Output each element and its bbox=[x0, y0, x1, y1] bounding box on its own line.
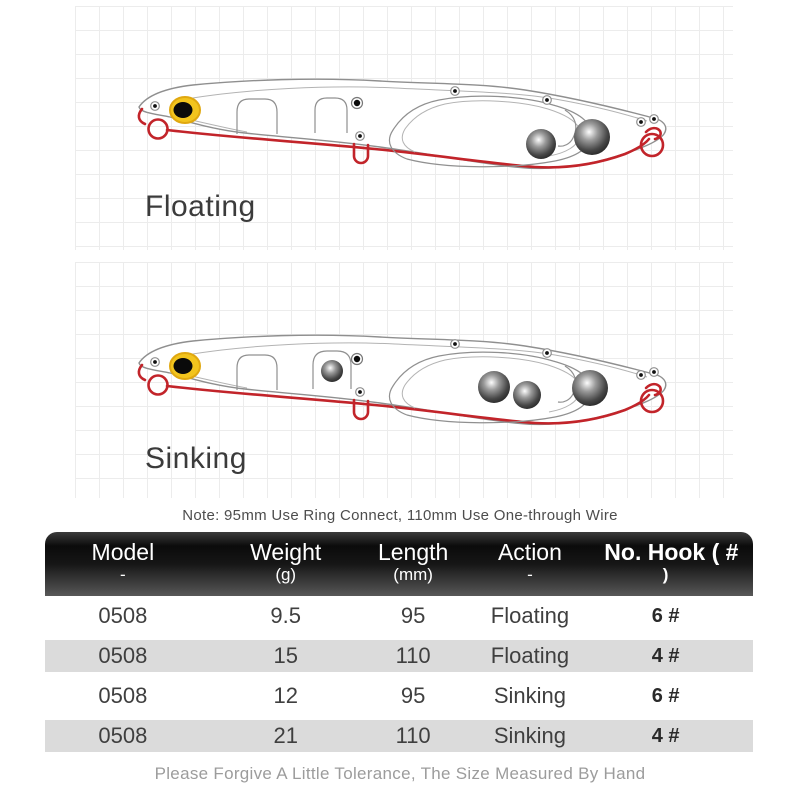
diagram-panel-floating bbox=[75, 6, 733, 250]
cell-length: 110 bbox=[395, 643, 431, 668]
cell-model: 0508 bbox=[98, 643, 148, 668]
ball-weight bbox=[513, 381, 541, 409]
cell-weight: 9.5 bbox=[270, 603, 301, 628]
cell-hook: 6 # bbox=[651, 684, 680, 707]
header-length: Length (mm) bbox=[377, 539, 449, 584]
ball-weight bbox=[321, 360, 343, 382]
cell-action: Floating bbox=[490, 603, 570, 628]
cell-length: 95 bbox=[400, 683, 426, 708]
header-weight: Weight (g) bbox=[250, 539, 322, 584]
lure-eye-icon bbox=[170, 353, 200, 379]
cell-length: 95 bbox=[400, 603, 426, 628]
ball-weight bbox=[526, 129, 556, 159]
cell-model: 0508 bbox=[98, 683, 148, 708]
cell-model: 0508 bbox=[98, 603, 148, 628]
cell-action: Floating bbox=[490, 643, 570, 668]
header-hook: No. Hook ( # ) bbox=[604, 539, 739, 584]
table-row bbox=[45, 596, 753, 636]
spec-table-header bbox=[45, 532, 753, 596]
cell-hook: 6 # bbox=[651, 604, 680, 627]
label-sinking: Sinking bbox=[145, 442, 247, 475]
header-action: Action - bbox=[497, 539, 562, 584]
cell-length: 110 bbox=[395, 723, 431, 748]
diagram-panel-sinking bbox=[75, 262, 733, 498]
spec-table bbox=[45, 532, 753, 756]
cell-action: Sinking bbox=[493, 683, 567, 708]
header-model: Model - bbox=[91, 539, 155, 584]
cell-hook: 4 # bbox=[651, 724, 680, 747]
cell-model: 0508 bbox=[98, 723, 148, 748]
connection-note: Note: 95mm Use Ring Connect, 110mm Use One-through Wire bbox=[182, 507, 618, 524]
ball-weight bbox=[478, 371, 510, 403]
label-floating: Floating bbox=[145, 190, 256, 223]
cell-hook: 4 # bbox=[651, 644, 680, 667]
lure-eye-icon bbox=[170, 97, 200, 123]
cell-action: Sinking bbox=[493, 723, 567, 748]
ball-weight bbox=[572, 370, 608, 406]
ball-weight bbox=[574, 119, 610, 155]
cell-weight: 21 bbox=[273, 723, 298, 748]
tolerance-disclaimer: Please Forgive A Little Tolerance, The Size Measured By Hand bbox=[154, 764, 646, 783]
table-row bbox=[45, 676, 753, 716]
table-row bbox=[45, 716, 753, 756]
cell-weight: 12 bbox=[273, 683, 298, 708]
table-row bbox=[45, 636, 753, 676]
cell-weight: 15 bbox=[273, 643, 298, 668]
